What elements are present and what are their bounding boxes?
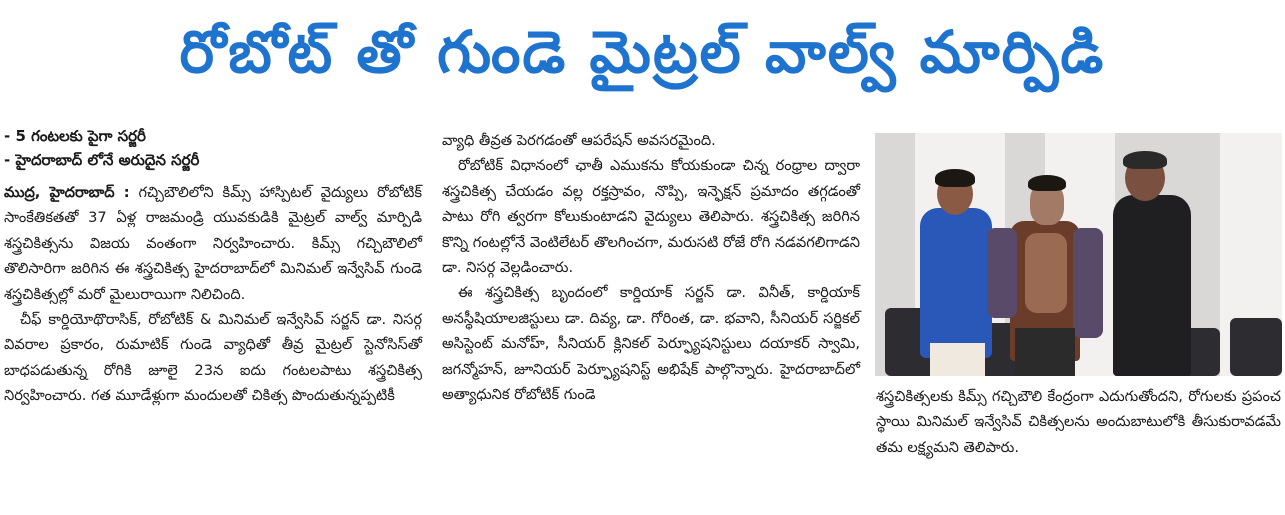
article-column-1 (4, 180, 422, 409)
article-paragraph: శస్త్రచికిత్సలకు కిమ్స్ గచ్చిబౌలి కేంద్రంగా ఎదుగుతోందని, రోగులకు ప్రపంచ స్థాయి మినిమల్ ఇన్వేసివ్ చికిత్సలను అందుబాటులోకి తీసుకురావడమే తమ లక్ష్యమని తెలిపారు. (876, 388, 1281, 456)
article-paragraph: వ్యాధి తీవ్రత పెరగడంతో ఆపరేషన్ అవసరమైంది. (442, 132, 716, 149)
article-column-3 (876, 384, 1281, 460)
chair (1230, 318, 1282, 376)
doctor-right-hair (1123, 151, 1167, 169)
doctor-right-coat (1113, 195, 1191, 376)
subheadings (4, 124, 424, 172)
subheading-duration: - 5 గంటలకు పైగా సర్జరీ (4, 127, 146, 145)
doctor-left-trousers (930, 343, 985, 376)
doctor-left-hair (935, 169, 975, 187)
patient-hair (1028, 175, 1066, 191)
paragraph-text: గచ్చిబౌలిలోని కిమ్స్ హాస్పిటల్ వైద్యులు రోబోటిక్ సాంకేతికతతో 37 ఏళ్ల రాజమండ్రి యువకుడికి మైట్రల్ వాల్వ్ మార్పిడి శస్త్రచికిత్సను విజయ వంతంగా నిర్వహించారు. కిమ్స్ గచ్చిబౌలిలో తొలిసారిగా జరిగిన ఈ శస్త్రచికిత్స హైదరాబాద్‌లో మినిమల్ ఇన్వేసివ్ గుండె శస్త్రచికిత్సల్లో మరో మైలురాయిగా నిలిచింది. (4, 184, 422, 303)
doctor-left-coat (920, 208, 992, 358)
article-paragraph: ఈ శస్త్రచికిత్స బృందంలో కార్డియాక్ సర్జన్ డా. వినీత్, కార్డియాక్ అనస్థీషియాలజిస్టులు డా. దివ్య, డా. గోరింత, డా. భవాని, సీనియర్ సర్జికల్ అసిస్టెంట్ మనోహ్, సీనియర్ క్లినికల్ పెర్ఫ్యూషనిస్టులు దయాకర్ స్వామి, జగన్మోహన్, జూనియర్ పెర్ఫ్యూషనిస్ట్ అభిషేక్ పాల్గొన్నారు. హైదరాబాద్‌లో అత్యాధునిక రోబోటిక్ గుండె (442, 284, 860, 404)
article-column-2 (442, 128, 860, 407)
subheading-rare: - హైదరాబాద్ లోనే అరుదైన సర్జరీ (4, 151, 200, 169)
patient-shirt-left (987, 228, 1017, 318)
patient-chest (1025, 233, 1067, 313)
patient-shirt-right (1073, 228, 1103, 338)
article-paragraph: రోబోటిక్ విధానంలో ఛాతీ ఎముకను కోయకుండా చిన్న రంధ్రాల ద్వారా శస్త్రచికిత్స చేయడం వల్ల రక్తస్రావం, నొప్పి, ఇన్ఫెక్షన్ ప్రమాదం తగ్గడంతో పాటు రోగి త్వరగా కోలుకుంటాడని వైద్యులు తెలిపారు. శస్త్రచికిత్స జరిగిన కొన్ని గంటల్లోనే వెంటిలేటర్ తొలగించగా, మరుసటి రోజే రోగి నడవగలిగాడని డా. నిసర్గ వెల్లడించారు. (442, 157, 860, 277)
dateline: ముద్ర, హైదరాబాద్ : (4, 184, 130, 201)
article-paragraph (4, 180, 422, 307)
headline: రోబోట్ తో గుండె మైట్రల్ వాల్వ్ మార్పిడి (179, 18, 1106, 86)
news-photo (875, 133, 1282, 376)
patient-trousers (1015, 328, 1075, 376)
article-paragraph: చీఫ్ కార్డియోథొరాసిక్, రోబోటిక్ & మినిమల్ ఇన్వేసివ్ సర్జన్ డా. నిసర్గ వివరాల ప్రకారం, రుమాటిక్ గుండె వ్యాధితో తీవ్ర మైట్రల్ స్టెనోసిస్‌తో బాధపడుతున్న రోగికి జూలై 23న ఐదు గంటలపాటు శస్త్రచికిత్స నిర్వహించారు. గత మూడేళ్లుగా మందులతో చికిత్స పొందుతున్నప్పటికీ (4, 311, 422, 405)
